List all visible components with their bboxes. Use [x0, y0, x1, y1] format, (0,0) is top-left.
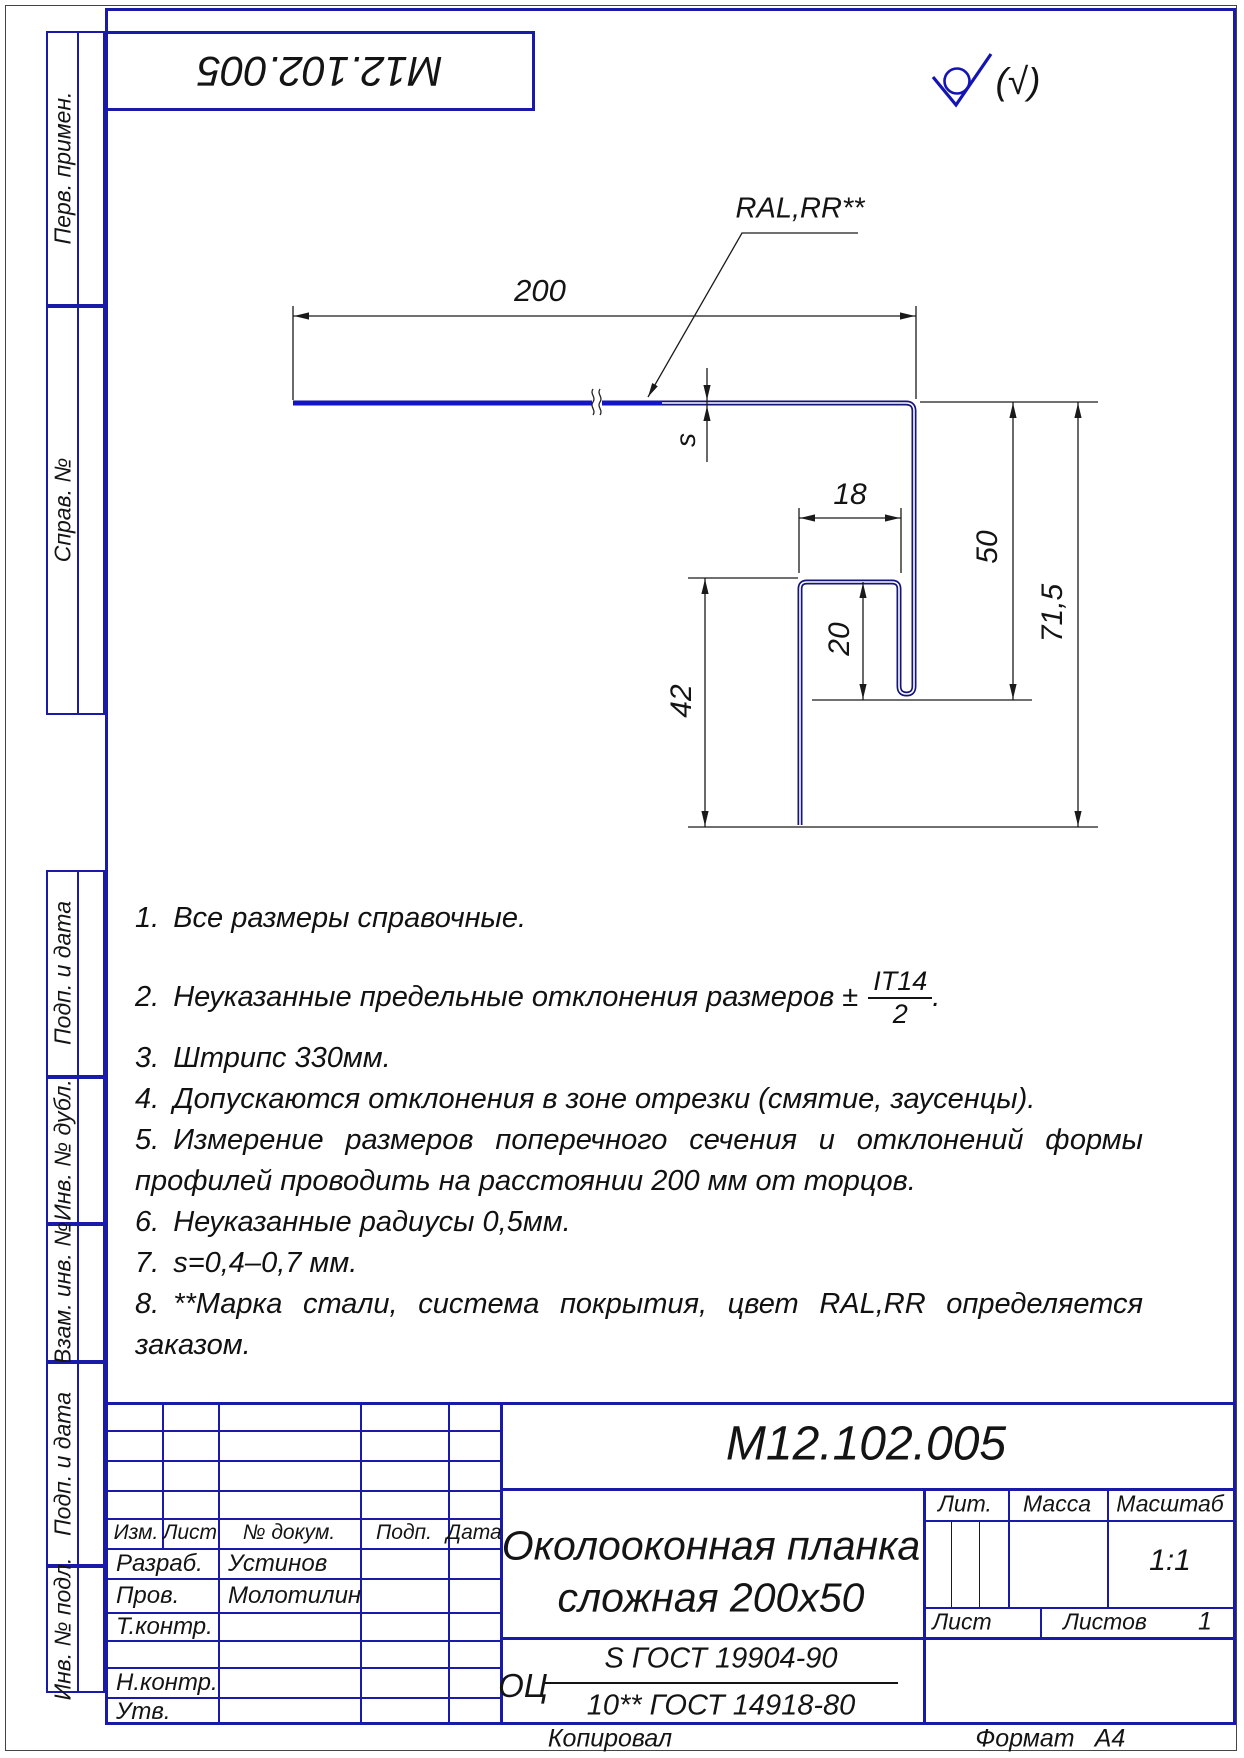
sidebar-label-inv-podl: Инв. № подл. [49, 1557, 76, 1701]
dim-71-5-label: 71,5 [1036, 583, 1069, 643]
dim-18-label: 18 [833, 478, 867, 511]
sidebar-label-podp-data-2: Подп. и дата [49, 1392, 76, 1536]
row-razrab-name: Устинов [228, 1550, 328, 1577]
row-prov-label: Пров. [116, 1582, 180, 1609]
header-list2: Лист [932, 1608, 992, 1635]
note-4: 4. Допускаются отклонения в зоне отрезки (смятие, заусенцы). [135, 1083, 1036, 1115]
sidebar-label-perv-primen: Перв. примен. [49, 91, 76, 245]
note-5: 5. Измерение размеров поперечного сечения и отклонений формы профилей проводить на расстоянии 200 мм от торцов. [135, 1124, 1143, 1197]
dim-200-label: 200 [514, 273, 566, 308]
sidebar-label-sprav-no: Справ. № [49, 457, 76, 563]
row-nkontr-label: Н.контр. [116, 1669, 218, 1696]
dim-s-label: s [670, 433, 701, 447]
header-list: Лист [162, 1521, 218, 1544]
header-data: Дата [446, 1521, 502, 1544]
footer-format-value: А4 [1094, 1724, 1126, 1753]
row-utv-label: Утв. [116, 1698, 171, 1725]
note-6: 6. Неуказанные радиусы 0,5мм. [135, 1206, 571, 1238]
header-izm: Изм. [113, 1521, 159, 1544]
row-tkontr-label: Т.контр. [116, 1613, 213, 1640]
material-prefix: ОЦ [498, 1667, 548, 1704]
material-denominator: 10** ГОСТ 14918-80 [586, 1689, 856, 1722]
row-razrab-label: Разраб. [116, 1550, 203, 1577]
note-7: 7. s=0,4–0,7 мм. [135, 1247, 358, 1279]
header-massa: Масса [1022, 1490, 1092, 1517]
footer-format-label: Формат [975, 1724, 1075, 1753]
note-3: 3. Штрипс 330мм. [135, 1042, 391, 1074]
header-podp: Подп. [376, 1521, 432, 1544]
coating-leader-label: RAL,RR** [735, 192, 865, 225]
header-listov: Листов [1063, 1608, 1147, 1635]
dim-50-label: 50 [971, 530, 1004, 564]
sidebar-label-inv-dubl: Инв. № дубл. [49, 1079, 76, 1221]
roughness-note: (√) [995, 61, 1041, 102]
header-doc: № докум. [242, 1521, 336, 1544]
sidebar-label-podp-data-1: Подп. и дата [49, 901, 76, 1045]
dim-42-label: 42 [665, 684, 698, 718]
material-fraction-bar [545, 1682, 898, 1684]
titleblock-designation: М12.102.005 [725, 1417, 1007, 1471]
header-masshtab: Масштаб [1116, 1490, 1224, 1517]
technical-notes [135, 898, 1143, 1366]
note-1: 1. Все размеры справочные. [135, 902, 527, 934]
titleblock-top-border [108, 1402, 1233, 1405]
material-numerator: S ГОСТ 19904-90 [604, 1642, 838, 1675]
part-name-line2: сложная 200x50 [557, 1574, 865, 1621]
dim-20-label: 20 [823, 622, 856, 656]
tolerance-fraction: $\frac{IT14}{2}$ [868, 966, 932, 1029]
scale-value: 1:1 [1149, 1544, 1191, 1577]
row-prov-name: Молотилин [228, 1582, 362, 1609]
note-2: 2. Неуказанные предельные отклонения размеров ± $\frac{IT14}{2}$ . [135, 966, 941, 1029]
footer-copied: Копировал [547, 1724, 673, 1753]
sidebar-label-vzam-inv: Взам. инв. № [49, 1221, 76, 1365]
note-8: 8. **Марка стали, система покрытия, цвет RAL,RR определяется заказом. [135, 1288, 1143, 1361]
top-stamp-code: М12.102.005 [197, 48, 443, 95]
sheets-value: 1 [1198, 1607, 1212, 1636]
part-name-line1: Околооконная планка [501, 1522, 921, 1569]
header-lit: Лит. [938, 1490, 992, 1517]
drawing-frame [105, 8, 1236, 1725]
